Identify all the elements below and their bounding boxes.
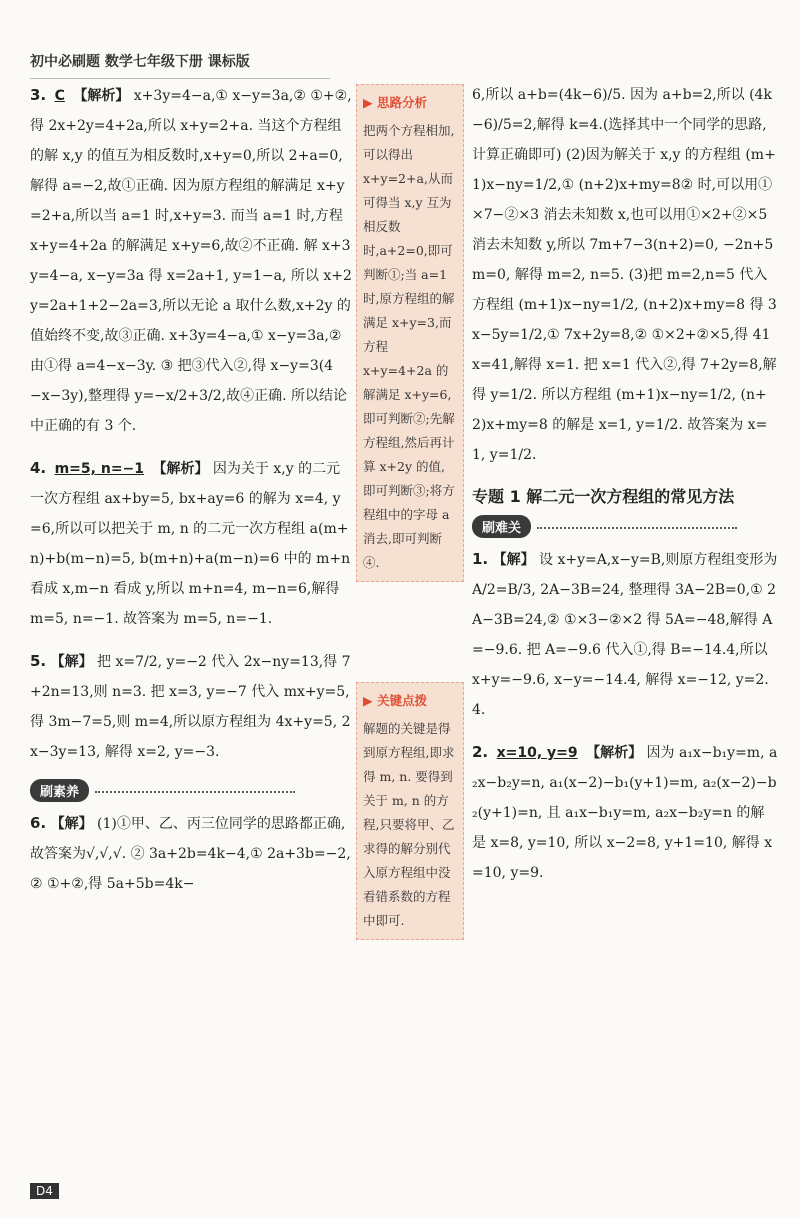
note-analysis: ▶ 思路分析 把两个方程相加,可以得出 x+y=2+a,从而可得当 x,y 互为相反数时,a+2=0,即可判断①;当 a=1 时,原方程组的解满足 x+y=3,而方程 x+y=4+2a 的解满足 x+y=6,即可判断②;先解方程组,然后再计算 x+2y 的值,即可判断③;将方程组中的字母 a 消去,即可判断④. xyxy=(356,84,464,582)
question-4: 4. m=5, n=−1 【解析】 因为关于 x,y 的二元一次方程组 ax+by=5, bx+ay=6 的解为 x=4, y=6,所以可以把关于 m, n 的二元一次方程组 a(m+n)+b(m−n)=5, b(m+n)+a(m−n)=6 中的 m+n 看成 x,m−n 看成 y,所以 m+n=4, m−n=6,解得 m=5, n=−1. 故答案为 m=5, n=−1. xyxy=(30,459,351,627)
right-question-1: 1. 【解】 设 x+y=A,x−y=B,则原方程组变形为 A/2=B/3, 2A−3B=24, 整理得 3A−2B=0,① 2A−3B=24,② ①×3−②×2 得 5A=−48,解得 A=−9.6. 把 A=−9.6 代入①,得 B=−14.4,所以 x+y=−9.6, x−y=−14.4, 解得 x=−12, y=2.4. xyxy=(472,550,778,718)
question-3: 3. C 【解析】 x+3y=4−a,① x−y=3a,② ①+②,得 2x+2y=4+2a,所以 x+y=2+a. 当这个方程组的解 x,y 的值互为相反数时,x+y=0,所以 2+a=0,解得 a=−2,故①正确. 因为原方程组的解满足 x+y=2+a,所以当 a=1 时,x+y=3. 而当 a=1 时,方程 x+y=4+2a 的解满足 x+y=6,故②不正确. 解 x+3y=4−a, x−y=3a 得 x=2a+1, y=1−a, 所以 x+2y=2a+1+2−2a=3,所以无论 a 取什么数,x+2y 的值始终不变,故③正确. x+3y=4−a,① x−y=3a,② 由①得 a=4−x−3y. ③ 把③代入②,得 x−y=3(4−x−3y),整理得 y=−x/2+3/2,故④正确. 所以结论中正确的有 3 个. xyxy=(30,86,352,434)
right-question-2: 2. x=10, y=9 【解析】 因为 a₁x−b₁y=m, a₂x−b₂y=n, a₁(x−2)−b₁(y+1)=m, a₂(x−2)−b₂(y+1)=n, 且 a₁x−b₁y=m, a₂x−b₂y=n 的解是 x=8, y=10, 所以 x−2=8, y+1=10, 解得 x=10, y=9. xyxy=(472,743,778,881)
section-title: 专题 1 解二元一次方程组的常见方法 xyxy=(472,487,735,506)
left-column xyxy=(30,80,352,899)
hard-level-label: 刷难关 xyxy=(472,515,778,538)
question-6-continued: 6,所以 a+b=(4k−6)/5. 因为 a+b=2,所以 (4k−6)/5=2,解得 k=4.(选择其中一个同学的思路,计算正确即可) (2)因为解关于 x,y 的方程组 (m+1)x−ny=1/2,① (n+2)x+my=8② 时,可以用①×7−②×3 消去未知数 x,也可以用①×2+②×5 消去未知数 y,所以 7m+7−3(n+2)=0, −2n+5m=0, 解得 m=2, n=5. (3)把 m=2,n=5 代入方程组 (m+1)x−ny=1/2, (n+2)x+my=8 得 3x−5y=1/2,① 7x+2y=8,② ①×2+②×5,得 41x=41,解得 x=1. 把 x=1 代入②,得 7+2y=8,解得 y=1/2. 所以方程组 (m+1)x−ny=1/2, (n+2)x+my=8 的解是 x=1, y=1/2. 故答案为 x=1, y=1/2. xyxy=(472,87,777,463)
right-column xyxy=(472,80,778,888)
page-number: D4 xyxy=(30,1183,59,1199)
page-header: 初中必刷题 数学七年级下册 课标版 xyxy=(30,52,330,79)
side-notes xyxy=(356,84,464,950)
question-5: 5. 【解】 把 x=7/2, y=−2 代入 2x−ny=13,得 7+2n=13,则 n=3. 把 x=3, y=−7 代入 mx+y=5,得 3m−7=5,则 m=4,所以原方程组为 4x+y=5, 2x−3y=13, 解得 x=2, y=−3. xyxy=(30,652,351,760)
question-6: 6. 【解】 (1)①甲、乙、丙三位同学的思路都正确,故答案为√,√,√. ② 3a+2b=4k−4,① 2a+3b=−2,② ①+②,得 5a+5b=4k− xyxy=(30,814,351,892)
shuasuyang-label: 刷素养 xyxy=(30,779,352,802)
note-key-point: ▶ 关键点拨 解题的关键是得到原方程组,即求得 m, n. 要得到关于 m, n 的方程,只要将甲、乙求得的解分别代入原方程组中没看错系数的方程中即可. xyxy=(356,682,464,940)
